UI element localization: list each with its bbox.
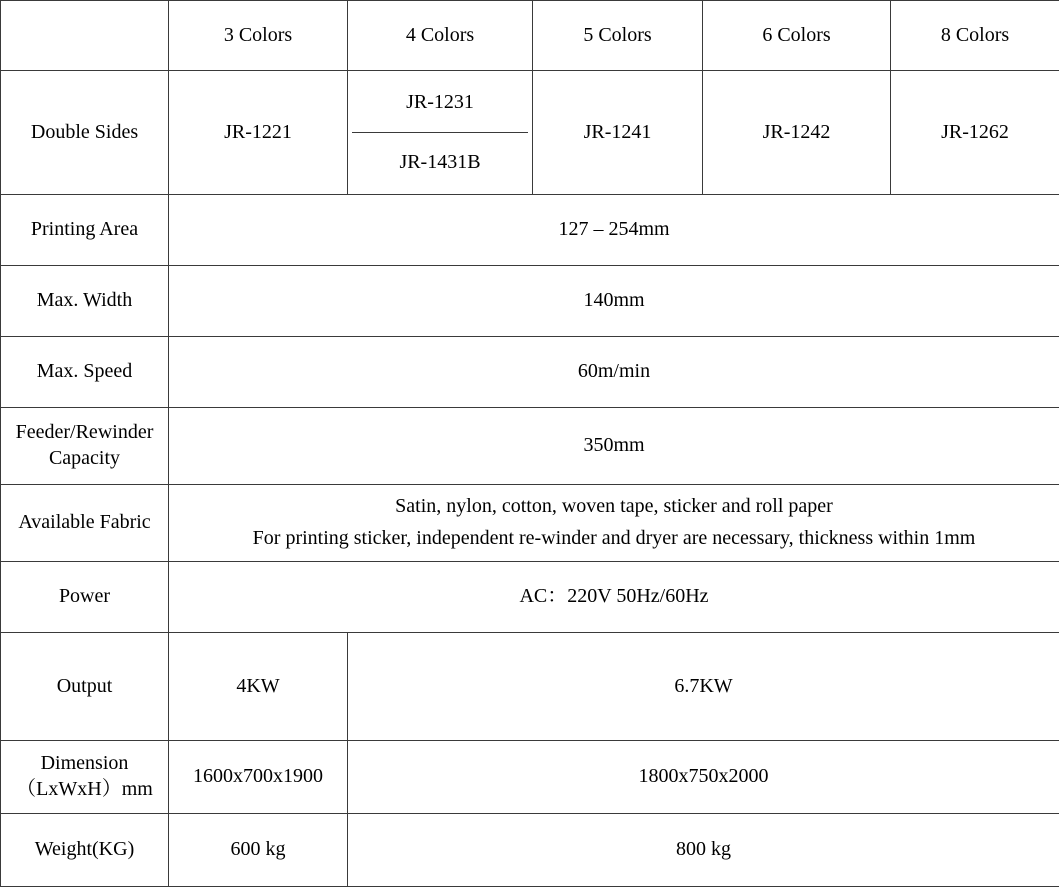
table-row-power <box>1 562 1059 633</box>
table-row-max-speed <box>1 337 1059 408</box>
row-label-feeder-rewinder <box>1 408 169 485</box>
row-label-output: Output <box>1 633 169 741</box>
row-label-dimension <box>1 741 169 814</box>
table-row-models <box>1 71 1059 195</box>
model-4-colors-bottom: JR-1431B <box>352 133 528 193</box>
row-label-available-fabric: Available Fabric <box>1 485 169 562</box>
value-available-fabric-line1: Satin, nylon, cotton, woven tape, sticker and roll paper <box>173 494 1055 520</box>
model-4-colors-top: JR-1231 <box>352 73 528 133</box>
value-output-right: 6.7KW <box>348 633 1059 741</box>
value-dimension-right: 1800x750x2000 <box>348 741 1059 814</box>
row-label-max-speed: Max. Speed <box>1 337 169 408</box>
table-row-feeder-rewinder <box>1 408 1059 485</box>
table-row-max-width <box>1 266 1059 337</box>
value-available-fabric-line2: For printing sticker, independent re-winder and dryer are necessary, thickness within 1mm <box>173 526 1055 552</box>
row-label-power: Power <box>1 562 169 633</box>
header-cell-6-colors: 6 Colors <box>703 1 891 71</box>
model-4-colors-split <box>348 71 533 195</box>
header-cell-3-colors: 3 Colors <box>169 1 348 71</box>
table-row-output <box>1 633 1059 741</box>
header-cell-8-colors: 8 Colors <box>891 1 1059 71</box>
row-label-dimension-line2: （LxWxH）mm <box>5 777 164 803</box>
row-label-printing-area: Printing Area <box>1 195 169 266</box>
row-label-dimension-line1: Dimension <box>5 751 164 777</box>
table-row-available-fabric <box>1 485 1059 562</box>
row-label-feeder-rewinder-line2: Capacity <box>5 446 164 472</box>
model-3-colors: JR-1221 <box>169 71 348 195</box>
value-output-left: 4KW <box>169 633 348 741</box>
row-label-feeder-rewinder-line1: Feeder/Rewinder <box>5 420 164 446</box>
value-printing-area: 127 – 254mm <box>169 195 1059 266</box>
value-feeder-rewinder: 350mm <box>169 408 1059 485</box>
model-4-colors-bottom-row <box>352 133 528 193</box>
table-row-dimension <box>1 741 1059 814</box>
value-max-width: 140mm <box>169 266 1059 337</box>
model-6-colors: JR-1242 <box>703 71 891 195</box>
value-weight-left: 600 kg <box>169 814 348 887</box>
row-label-weight: Weight(KG) <box>1 814 169 887</box>
value-max-speed: 60m/min <box>169 337 1059 408</box>
value-available-fabric <box>169 485 1059 562</box>
header-cell-5-colors: 5 Colors <box>533 1 703 71</box>
model-4-colors-inner-table <box>352 73 528 192</box>
model-4-colors-top-row <box>352 73 528 133</box>
model-8-colors: JR-1262 <box>891 71 1059 195</box>
header-blank-cell <box>1 1 169 71</box>
table-row-weight <box>1 814 1059 887</box>
value-power: AC：220V 50Hz/60Hz <box>169 562 1059 633</box>
table-header-row <box>1 1 1059 71</box>
row-label-max-width: Max. Width <box>1 266 169 337</box>
model-5-colors: JR-1241 <box>533 71 703 195</box>
row-label-double-sides: Double Sides <box>1 71 169 195</box>
header-cell-4-colors: 4 Colors <box>348 1 533 71</box>
table-row-printing-area <box>1 195 1059 266</box>
value-weight-right: 800 kg <box>348 814 1059 887</box>
value-dimension-left: 1600x700x1900 <box>169 741 348 814</box>
